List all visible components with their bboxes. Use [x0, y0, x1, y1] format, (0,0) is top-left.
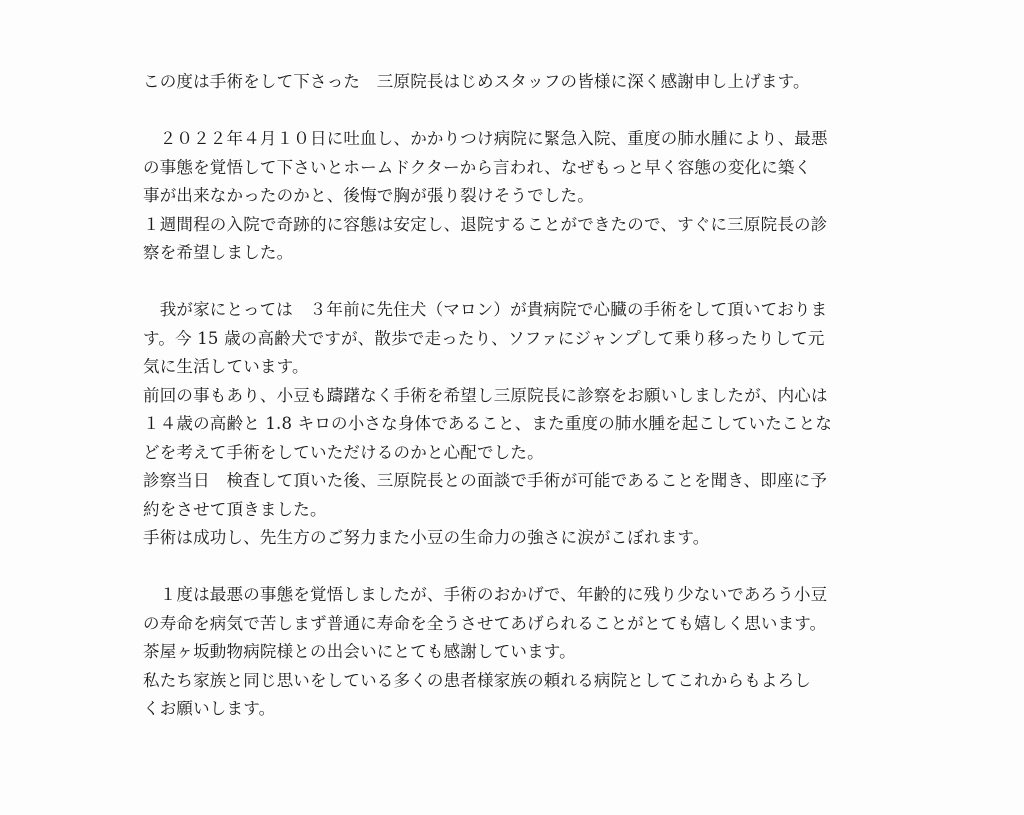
text-line: くお願いします。: [143, 699, 276, 718]
text-line: す。今 15 歳の高齢犬ですが、散歩で走ったり、ソファにジャンプして乗り移ったりして元: [143, 328, 825, 348]
text-line: 事が出来なかったのかと、後悔で胸が張り裂けそうでした。: [143, 186, 594, 205]
letter-body: [143, 68, 893, 724]
text-line: どを考えて手術をしていただけるのかと心配でした。: [143, 442, 544, 462]
text-line: 茶屋ヶ坂動物病院様との出会いにとても感謝しています。: [143, 642, 576, 661]
text-line: 約をさせて頂きました。: [143, 499, 327, 519]
text-line: 診察当日 検査して頂いた後、三原院長との面談で手術が可能であることを聞き、即座に予: [143, 471, 828, 490]
paragraph-gap: [143, 97, 893, 126]
text-line: 我が家にとっては ３年前に先住犬（マロン）が貴病院で心臓の手術をして頂いておりま: [143, 300, 828, 319]
text-line: １度は最悪の事態を覚悟しましたが、手術のおかげで、年齢的に残り少ないであろう小豆: [143, 585, 828, 604]
text-line: ２０２２年４月１０日に吐血し、かかりつけ病院に緊急入院、重度の肺水腫により、最悪: [143, 129, 828, 148]
text-line: 前回の事もあり、小豆も躊躇なく手術を希望し三原院長に診察をお願いしましたが、内心は: [143, 385, 828, 405]
text-line: 気に生活しています。: [143, 357, 309, 376]
text-line: この度は手術をして下さった 三原院長はじめスタッフの皆様に深く感謝申し上げます。: [143, 72, 810, 91]
text-line: １４歳の高齢と 1.8 キロの小さな身体であること、また重度の肺水腫を起こしていたことな: [143, 414, 833, 433]
paragraph-gap: [143, 268, 893, 297]
paragraph-gap: [143, 553, 893, 582]
text-line: １週間程の入院で奇跡的に容態は安定し、退院することができたので、すぐに三原院長の診: [143, 214, 828, 234]
text-line: 察を希望しました。: [143, 243, 294, 262]
text-line: の寿命を病気で苦しまず普通に寿命を全うさせてあげられることがとても嬉しく思います。: [143, 613, 827, 633]
text-line: 私たち家族と同じ思いをしている多くの患者様家族の頼れる病院としてこれからもよろし: [143, 670, 811, 690]
text-line: 手術は成功し、先生方のご努力また小豆の生命力の強さに涙がこぼれます。: [143, 528, 710, 547]
text-line: の事態を覚悟して下さいとホームドクターから言われ、なぜもっと早く容態の変化に築く: [143, 157, 812, 177]
